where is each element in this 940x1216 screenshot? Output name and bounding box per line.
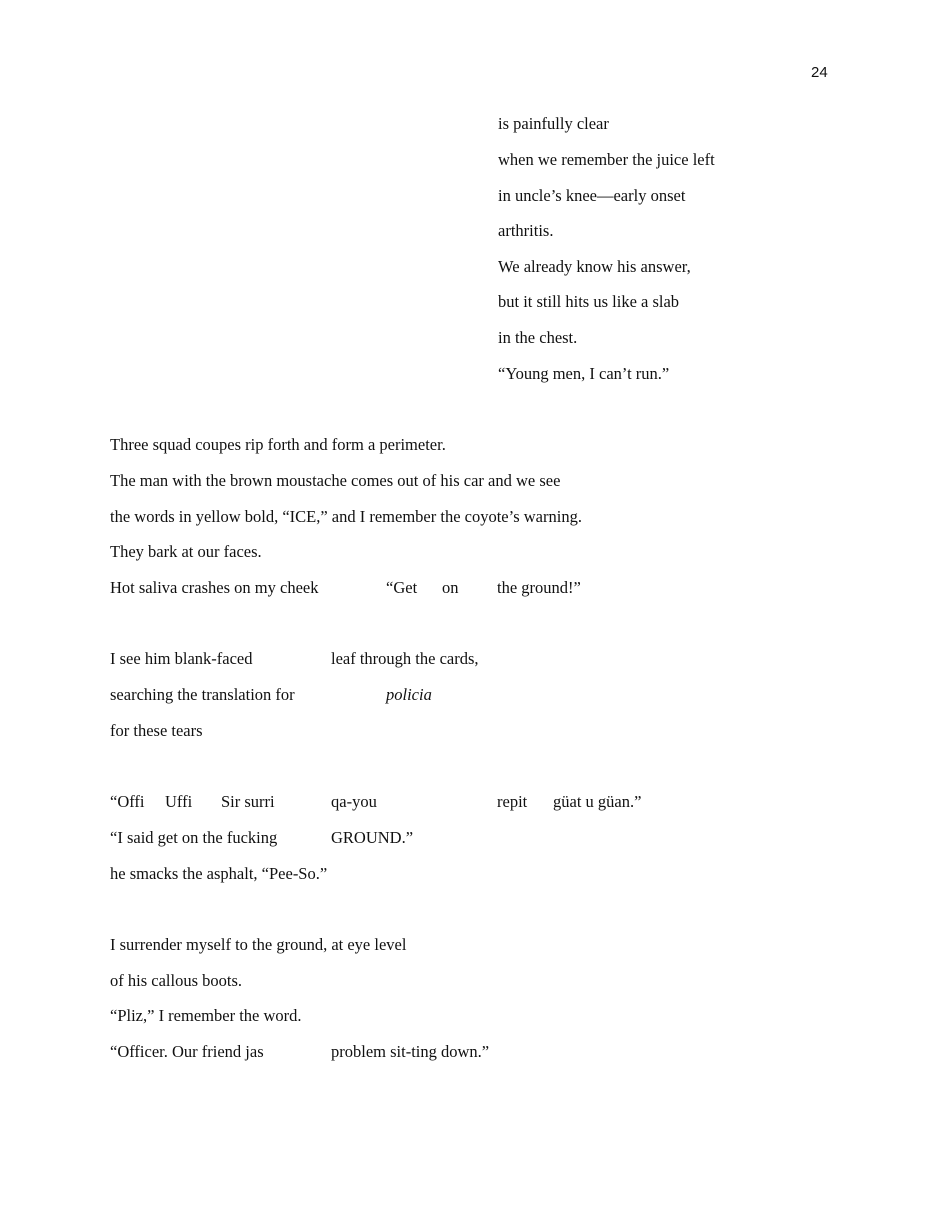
poem-line: when we remember the juice left [498,150,715,169]
poem-line: “Young men, I can’t run.” [498,364,670,383]
line-segment-italic: policia [386,685,432,704]
line-segment: “I said get on the fucking [110,828,278,847]
poem-line [0,827,940,849]
poem-line: arthritis. [498,221,554,240]
poem-line: is painfully clear [498,114,609,133]
poem-line: The man with the brown moustache comes out of his car and we see [110,471,561,490]
line-segment: güat u güan.” [553,792,642,811]
line-segment: Hot saliva crashes on my cheek [110,578,319,597]
line-segment: “Get [386,578,418,597]
line-segment: repit [497,792,528,811]
poem-line: but it still hits us like a slab [498,292,680,311]
poem-line: he smacks the asphalt, “Pee-So.” [110,864,328,883]
poem-line: in uncle’s knee—early onset [498,186,686,205]
poem-line [0,577,940,599]
poem-line [0,684,940,706]
poem-line: I surrender myself to the ground, at eye level [110,935,407,954]
poem-line: We already know his answer, [498,257,691,276]
line-segment: GROUND.” [331,828,414,847]
line-segment: qa-you [331,792,377,811]
line-segment: “Offi [110,792,145,811]
poem-line [0,1041,940,1063]
line-segment: Uffi [165,792,193,811]
poem-line: in the chest. [498,328,578,347]
line-segment: problem sit-ting down.” [331,1042,490,1061]
poem-line [0,791,940,813]
line-segment: the ground!” [497,578,581,597]
poem-line: for these tears [110,721,203,740]
poem-line: “Pliz,” I remember the word. [110,1006,302,1025]
line-segment: “Officer. Our friend jas [110,1042,264,1061]
line-segment: on [442,578,459,597]
line-segment: I see him blank-faced [110,649,253,668]
poem-line: the words in yellow bold, “ICE,” and I remember the coyote’s warning. [110,507,582,526]
poem-line: Three squad coupes rip forth and form a perimeter. [110,435,446,454]
line-segment: leaf through the cards, [331,649,479,668]
poem-line: of his callous boots. [110,971,242,990]
poem-line [0,648,940,670]
line-segment: searching the translation for [110,685,295,704]
line-segment: Sir surri [221,792,275,811]
poem-line: They bark at our faces. [110,542,262,561]
page-number: 24 [811,64,828,81]
